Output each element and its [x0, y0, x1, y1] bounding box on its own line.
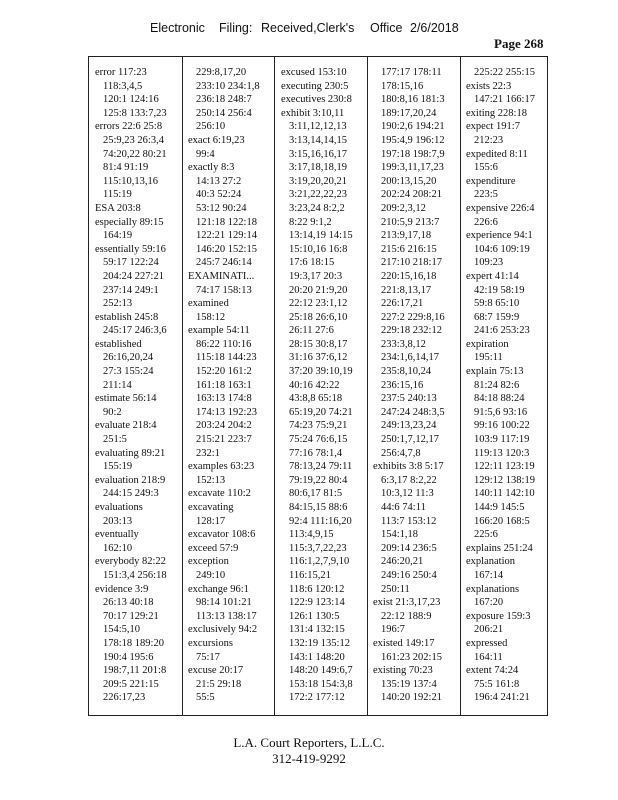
index-entry: expedited 8:11	[466, 148, 528, 160]
index-page-refs: 164:11	[474, 651, 503, 663]
index-page-refs: 163:13 174:8	[196, 393, 252, 405]
index-page-refs: 195:4,9 196:12	[381, 134, 445, 146]
index-page-refs: 200:13,15,20	[381, 175, 437, 187]
index-entry: exhibits 3:8 5:17	[373, 461, 444, 473]
index-page-refs: 223:5	[474, 189, 498, 201]
index-page-refs: 158:12	[196, 311, 226, 323]
index-page-refs: 126:1 130:5	[289, 610, 340, 622]
index-entry: eventually	[95, 529, 139, 541]
index-page-refs: 144:9 145:5	[474, 502, 525, 513]
index-page-refs: 164:19	[103, 230, 133, 242]
index-page-refs: 26:11 27:6	[289, 325, 334, 337]
index-page-refs: 15:10,16 16:8	[289, 243, 348, 255]
footer-company: L.A. Court Reporters, L.L.C.	[233, 735, 385, 750]
index-page-refs: 3:13,14,14,15	[289, 134, 348, 146]
index-page-refs: 155:6	[474, 162, 498, 174]
index-page-refs: 202:24 208:21	[381, 189, 442, 201]
index-page-refs: 13:14,19 14:15	[289, 230, 353, 242]
index-entry: essentially 59:16	[95, 243, 166, 255]
index-page-refs: 84:15,15 88:6	[289, 502, 348, 513]
index-page-refs: 154:1,18	[381, 529, 419, 541]
index-page-refs: 226:6	[474, 216, 498, 228]
column-divider	[182, 57, 183, 715]
index-page-refs: 81:4 91:19	[103, 162, 149, 174]
index-page-refs: 115:3,7,22,23	[289, 542, 347, 554]
index-page-refs: 249:10	[196, 569, 226, 581]
index-entry: evidence 3:9	[95, 583, 149, 595]
index-entry: expect 191:7	[466, 121, 520, 133]
index-page-refs: 237:14 249:1	[103, 284, 159, 296]
index-page-refs: 245:17 246:3,6	[103, 325, 167, 337]
index-page-refs: 178:18 189:20	[103, 637, 164, 649]
index-page-refs: 53:12 90:24	[196, 202, 247, 214]
index-page-refs: 251:5	[103, 434, 127, 446]
index-page-refs: 17:6 18:15	[289, 257, 335, 269]
index-page-refs: 256:10	[196, 121, 226, 133]
index-page-refs: 241:6 253:23	[474, 325, 530, 337]
index-page-refs: 244:15 249:3	[103, 488, 159, 500]
index-page-refs: 14:13 27:2	[196, 175, 242, 187]
index-page-refs: 227:2 229:8,16	[381, 311, 445, 323]
index-entry: excused 153:10	[281, 67, 347, 78]
index-page-refs: 120:1 124:16	[103, 94, 159, 106]
index-entry: expenditure	[466, 175, 516, 187]
index-entry: excavator 108:6	[188, 529, 256, 541]
index-page-refs: 98:14 101:21	[196, 597, 252, 609]
index-page-refs: 196:7	[381, 624, 405, 636]
index-page-refs: 65:19,20 74:21	[289, 406, 353, 418]
index-page-refs: 132:19 135:12	[289, 637, 350, 649]
index-page-refs: 22:12 188:9	[381, 610, 432, 622]
index-page-refs: 99:16 100:22	[474, 420, 530, 432]
index-page-refs: 75:5 161:8	[474, 678, 520, 690]
index-page-refs: 77:16 78:1,4	[289, 447, 343, 459]
index-page-refs: 180:8,16 181:3	[381, 94, 445, 106]
index-page-refs: 122:11 123:19	[474, 461, 535, 473]
index-page-refs: 178:15,16	[381, 80, 424, 92]
index-page-refs: 161:18 163:1	[196, 379, 252, 391]
index-entry: evaluating 89:21	[95, 447, 166, 459]
index-entry: exactly 8:3	[188, 162, 235, 174]
column-divider	[460, 57, 461, 715]
index-page-refs: 3:21,22,22,23	[289, 189, 348, 201]
index-entry: exist 21:3,17,23	[373, 597, 441, 609]
index-page-refs: 166:20 168:5	[474, 515, 530, 527]
index-entry: exception	[188, 556, 229, 568]
index-page-refs: 154:5,10	[103, 624, 141, 636]
index-page-refs: 26:13 40:18	[103, 597, 154, 609]
index-entry: exchange 96:1	[188, 583, 249, 595]
index-page-refs: 44:6 74:11	[381, 502, 426, 513]
index-entry: established	[95, 338, 142, 350]
index-entry: excavating	[188, 502, 234, 513]
index-page-refs: 215:6 216:15	[381, 243, 437, 255]
index-page-refs: 81:24 82:6	[474, 379, 520, 391]
index-page-refs: 209:14 236:5	[381, 542, 437, 554]
index-entry: ESA 203:8	[95, 202, 141, 214]
header-received-clerks: Received,Clerk's	[261, 21, 355, 35]
index-entry: extent 74:24	[466, 665, 519, 677]
index-entry: exclusively 94:2	[188, 624, 258, 636]
index-page-refs: 40:3 52:24	[196, 189, 242, 201]
index-page-refs: 226:17,21	[381, 298, 424, 310]
column-divider	[274, 57, 275, 715]
index-page-refs: 196:4 241:21	[474, 692, 530, 704]
index-page-refs: 68:7 159:9	[474, 311, 520, 323]
index-page-refs: 113:7 153:12	[381, 515, 437, 527]
index-page-refs: 190:2,6 194:21	[381, 121, 445, 133]
index-page-refs: 140:20 192:21	[381, 692, 442, 704]
index-column-1	[95, 66, 175, 705]
index-page-refs: 151:3,4 256:18	[103, 569, 167, 581]
index-page-refs: 25:18 26:6,10	[289, 311, 348, 323]
index-page-refs: 40:16 42:22	[289, 379, 340, 391]
index-page-refs: 152:20 161:2	[196, 366, 252, 378]
index-page-refs: 37:20 39:10,19	[289, 366, 353, 378]
footer-phone: 312-419-9292	[272, 751, 346, 766]
index-page-refs: 19:3,17 20:3	[289, 270, 343, 282]
index-entry: especially 89:15	[95, 216, 164, 228]
index-page-refs: 10:3,12 11:3	[381, 488, 434, 500]
index-page-refs: 3:15,16,16,17	[289, 148, 348, 160]
index-page-refs: 115:19	[103, 189, 132, 201]
header-filing: Filing:	[219, 21, 253, 35]
index-page-refs: 104:6 109:19	[474, 243, 530, 255]
index-page-refs: 26:16,20,24	[103, 352, 154, 364]
index-page-refs: 220:15,16,18	[381, 270, 437, 282]
index-page-refs: 70:17 129:21	[103, 610, 159, 622]
index-entry: EXAMINATI...	[188, 270, 255, 282]
index-column-4	[373, 66, 453, 705]
index-page-refs: 118:6 120:12	[289, 583, 345, 595]
index-entry: expressed	[466, 637, 508, 649]
index-page-refs: 195:11	[474, 352, 503, 364]
index-column-2	[188, 66, 268, 705]
index-page-refs: 206:21	[474, 624, 504, 636]
index-page-refs: 161:23 202:15	[381, 651, 442, 663]
index-page-refs: 28:15 30:8,17	[289, 338, 348, 350]
page-number: Page 268	[494, 36, 544, 51]
index-page-refs: 92:4 111:16,20	[289, 515, 352, 527]
index-page-refs: 189:17,20,24	[381, 107, 437, 119]
index-page-refs: 256:4,7,8	[381, 447, 421, 459]
index-page-refs: 215:21 223:7	[196, 434, 252, 446]
index-page-refs: 152:13	[196, 474, 226, 486]
index-page-refs: 249:16 250:4	[381, 569, 437, 581]
index-page-refs: 250:14 256:4	[196, 107, 252, 119]
index-column-5	[466, 66, 546, 705]
index-page-refs: 3:17,18,18,19	[289, 162, 348, 174]
index-page-refs: 167:20	[474, 597, 504, 609]
index-entry: excursions	[188, 637, 233, 649]
index-page-refs: 3:19,20,20,21	[289, 175, 348, 187]
index-page-refs: 210:5,9 213:7	[381, 216, 440, 228]
index-entry: expert 41:14	[466, 270, 519, 282]
index-page-refs: 119:13 120:3	[474, 447, 530, 459]
index-page-refs: 213:9,17,18	[381, 230, 432, 242]
index-entry: error 117:23	[95, 67, 147, 78]
index-page-refs: 3:23,24 8:2,2	[289, 202, 345, 214]
index-page-refs: 21:5 29:18	[196, 678, 242, 690]
index-entry: evaluate 218:4	[95, 420, 157, 432]
index-page-refs: 233:10 234:1,8	[196, 80, 260, 92]
index-page-refs: 209:2,3,12	[381, 202, 426, 214]
index-page-refs: 74:20,22 80:21	[103, 148, 167, 160]
index-page-refs: 225:22 255:15	[474, 67, 535, 78]
index-page-refs: 203:13	[103, 515, 133, 527]
index-entry: expensive 226:4	[466, 202, 535, 214]
index-page-refs: 199:3,11,17,23	[381, 162, 444, 174]
index-page-refs: 233:3,8,12	[381, 338, 426, 350]
index-page-refs: 113:13 138:17	[196, 610, 257, 622]
index-page-refs: 147:21 166:17	[474, 94, 535, 106]
header-electronic: Electronic	[150, 21, 205, 35]
index-page-refs: 252:13	[103, 298, 133, 310]
index-page-refs: 140:11 142:10	[474, 488, 535, 500]
index-entry: example 54:11	[188, 325, 250, 337]
index-entry: executives 230:8	[281, 94, 352, 106]
index-page-refs: 229:18 232:12	[381, 325, 442, 337]
index-page-refs: 249:13,23,24	[381, 420, 437, 432]
index-entry: explain 75:13	[466, 366, 524, 378]
index-entry: exposure 159:3	[466, 610, 531, 622]
index-page-refs: 209:5 221:15	[103, 678, 159, 690]
index-page-refs: 80:6,17 81:5	[289, 488, 343, 500]
index-entry: exists 22:3	[466, 80, 512, 92]
index-page-refs: 155:19	[103, 461, 133, 473]
index-entry: exiting 228:18	[466, 107, 527, 119]
index-page-refs: 75:17	[196, 651, 220, 663]
index-page-refs: 245:7 246:14	[196, 257, 252, 269]
index-page-refs: 177:17 178:11	[381, 67, 442, 78]
index-page-refs: 8:22 9:1,2	[289, 216, 332, 228]
index-page-refs: 27:3 155:24	[103, 366, 154, 378]
index-entry: expiration	[466, 338, 509, 350]
index-page-refs: 247:24 248:3,5	[381, 406, 445, 418]
index-page-refs: 236:15,16	[381, 379, 424, 391]
word-index-table	[88, 56, 548, 716]
index-page-refs: 103:9 117:19	[474, 434, 530, 446]
index-page-refs: 129:12 138:19	[474, 474, 535, 486]
index-entry: examined	[188, 298, 229, 310]
index-page-refs: 217:10 218:17	[381, 257, 442, 269]
index-page-refs: 172:2 177:12	[289, 692, 345, 704]
index-page-refs: 118:3,4,5	[103, 80, 143, 92]
index-entry: explains 251:24	[466, 542, 533, 554]
index-page-refs: 235:8,10,24	[381, 366, 432, 378]
index-page-refs: 131:4 132:15	[289, 624, 345, 636]
index-page-refs: 74:17 158:13	[196, 284, 252, 296]
index-entry: exact 6:19,23	[188, 134, 245, 146]
index-page-refs: 115:10,13,16	[103, 175, 159, 187]
index-page-refs: 116:15,21	[289, 569, 331, 581]
index-page-refs: 148:20 149:6,7	[289, 665, 353, 677]
index-page-refs: 22:12 23:1,12	[289, 298, 348, 310]
index-entry: examples 63:23	[188, 461, 255, 473]
index-entry: establish 245:8	[95, 311, 159, 323]
index-page-refs: 25:9,23 26:3,4	[103, 134, 164, 146]
index-page-refs: 226:17,23	[103, 692, 146, 704]
index-page-refs: 146:20 152:15	[196, 243, 257, 255]
index-page-refs: 86:22 110:16	[196, 338, 252, 350]
index-page-refs: 99:4	[196, 148, 215, 160]
index-entry: everybody 82:22	[95, 556, 166, 568]
index-page-refs: 43:8,8 65:18	[289, 393, 343, 405]
index-entry: existed 149:17	[373, 637, 435, 649]
index-page-refs: 236:18 248:7	[196, 94, 252, 106]
index-page-refs: 174:13 192:23	[196, 406, 257, 418]
index-page-refs: 122:21 129:14	[196, 230, 257, 242]
index-page-refs: 79:19,22 80:4	[289, 474, 348, 486]
index-page-refs: 221:8,13,17	[381, 284, 432, 296]
index-page-refs: 55:5	[196, 692, 215, 704]
index-page-refs: 90:2	[103, 406, 122, 418]
index-entry: existing 70:23	[373, 665, 433, 677]
index-page-refs: 212:23	[474, 134, 504, 146]
index-page-refs: 198:7,11 201:8	[103, 665, 167, 677]
index-page-refs: 167:14	[474, 569, 504, 581]
index-entry: excavate 110:2	[188, 488, 251, 500]
index-page-refs: 204:24 227:21	[103, 270, 164, 282]
index-entry: excuse 20:17	[188, 665, 244, 677]
index-entry: evaluation 218:9	[95, 474, 166, 486]
index-page-refs: 250:1,7,12,17	[381, 434, 440, 446]
index-page-refs: 229:8,17,20	[196, 67, 247, 78]
column-divider	[367, 57, 368, 715]
index-entry: evaluations	[95, 502, 143, 513]
index-entry: experience 94:1	[466, 230, 533, 242]
index-page-refs: 59:17 122:24	[103, 257, 159, 269]
index-page-refs: 225:6	[474, 529, 498, 541]
index-page-refs: 75:24 76:6,15	[289, 434, 348, 446]
index-page-refs: 128:17	[196, 515, 226, 527]
index-page-refs: 59:8 65:10	[474, 298, 520, 310]
index-page-refs: 197:18 198:7,9	[381, 148, 445, 160]
index-page-refs: 246:20,21	[381, 556, 424, 568]
index-page-refs: 20:20 21:9,20	[289, 284, 348, 296]
index-page-refs: 31:16 37:6,12	[289, 352, 348, 364]
index-page-refs: 153:18 154:3,8	[289, 678, 353, 690]
index-page-refs: 162:10	[103, 542, 133, 554]
index-page-refs: 113:4,9,15	[289, 529, 334, 541]
index-page-refs: 190:4 195:6	[103, 651, 154, 663]
index-page-refs: 78:13,24 79:11	[289, 461, 353, 473]
index-page-refs: 6:3,17 8:2,22	[381, 474, 437, 486]
index-column-3	[281, 66, 361, 705]
index-entry: executing 230:5	[281, 80, 349, 92]
index-page-refs: 109:23	[474, 257, 504, 269]
index-page-refs: 116:1,2,7,9,10	[289, 556, 350, 568]
index-page-refs: 143:1 148:20	[289, 651, 345, 663]
index-page-refs: 211:14	[103, 379, 132, 391]
index-entry: explanation	[466, 556, 515, 568]
index-entry: errors 22:6 25:8	[95, 121, 163, 133]
index-page-refs: 203:24 204:2	[196, 420, 252, 432]
index-page-refs: 84:18 88:24	[474, 393, 525, 405]
index-page-refs: 122:9 123:14	[289, 597, 345, 609]
index-page-refs: 42:19 58:19	[474, 284, 525, 296]
index-page-refs: 125:8 133:7,23	[103, 107, 167, 119]
header-date: 2/6/2018	[410, 21, 459, 35]
index-page-refs: 232:1	[196, 447, 220, 459]
index-entry: exhibit 3:10,11	[281, 107, 345, 119]
index-page-refs: 3:11,12,12,13	[289, 121, 347, 133]
index-page-refs: 234:1,6,14,17	[381, 352, 440, 364]
index-entry: estimate 56:14	[95, 393, 157, 405]
header-office: Office	[370, 21, 403, 35]
index-page-refs: 250:11	[381, 583, 410, 595]
index-entry: exceed 57:9	[188, 542, 239, 554]
index-page-refs: 74:23 75:9,21	[289, 420, 348, 432]
index-entry: explanations	[466, 583, 520, 595]
index-page-refs: 237:5 240:13	[381, 393, 437, 405]
index-page-refs: 135:19 137:4	[381, 678, 437, 690]
index-page-refs: 121:18 122:18	[196, 216, 257, 228]
index-page-refs: 115:18 144:23	[196, 352, 257, 364]
index-page-refs: 91:5,6 93:16	[474, 406, 528, 418]
